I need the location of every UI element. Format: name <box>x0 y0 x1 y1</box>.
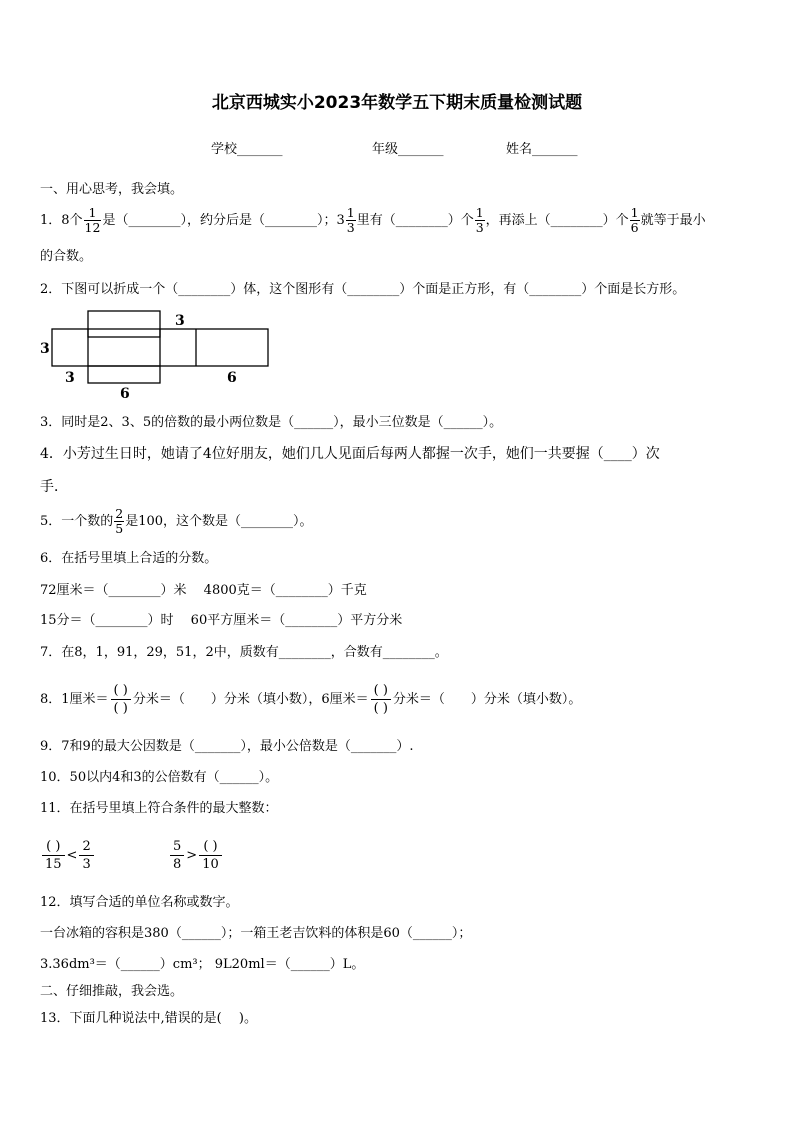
question-6-row-1: 72厘米＝（________）米 4800克＝（________）千克 <box>40 583 367 598</box>
net-label-bottom-left: 3 <box>65 370 75 386</box>
q8-paren-fraction-1: ( ) ( ) <box>111 682 131 717</box>
question-12-row-1: 一台冰箱的容积是380（______）；一箱王老吉饮料的体积是60（______）； <box>40 926 472 941</box>
net-bottom-face <box>88 366 160 383</box>
q11-less-than: < <box>66 848 78 863</box>
q11-greater-than: > <box>186 848 198 863</box>
school-field: 学校_______ <box>211 142 283 157</box>
question-13: 13．下面几种说法中,错误的是( )。 <box>40 1011 257 1026</box>
section-2-heading: 二、仔细推敲，我会选。 <box>40 984 184 999</box>
question-4-line-2: 手． <box>40 479 68 495</box>
q1-text-d: ，再添上（________）个 <box>485 213 629 228</box>
question-3: 3．同时是2、3、5的倍数的最小两位数是（______），最小三位数是（______）。 <box>40 415 503 430</box>
question-12-row-2: 3.36dm³＝（______）cm³； 9L20ml＝（______）L。 <box>40 957 365 972</box>
fraction-1-3-b: $\frac{1}{3}$ <box>475 205 484 235</box>
q11-fraction-blank-10: ( ) 10 <box>199 838 222 873</box>
exam-title: 北京西城实小2023年数学五下期末质量检测试题 <box>211 93 583 113</box>
name-field: 姓名_______ <box>506 142 578 157</box>
fraction-1-12: $\frac{1}{12}$ <box>84 205 101 235</box>
q1-text-c: 里有（________）个 <box>356 213 474 228</box>
question-5 <box>40 503 313 541</box>
question-6-row-2: 15分＝（________）时 60平方厘米＝（________）平方分米 <box>40 613 403 628</box>
grade-field: 年级_______ <box>372 142 444 157</box>
q11-fraction-blank-15: ( ) 15 <box>42 838 65 873</box>
q1-text-b: 是（________），约分后是（________）；3 <box>102 213 345 228</box>
net-top-face <box>88 311 160 337</box>
q8-paren-fraction-2: ( ) ( ) <box>371 682 391 717</box>
fraction-2-5: $\frac{2}{5}$ <box>115 506 124 536</box>
fraction-1-3-a: $\frac{1}{3}$ <box>346 205 355 235</box>
cuboid-net-figure <box>34 308 274 400</box>
q8-text-b: 分米＝（ ）分米（填小数），6厘米＝ <box>132 692 369 707</box>
question-8 <box>40 680 581 720</box>
q8-text-c: 分米＝（ ）分米（填小数）。 <box>392 692 582 707</box>
q1-text-a: 1．8个 <box>40 213 83 228</box>
q5-text-a: 5．一个数的 <box>40 514 114 529</box>
q5-text-b: 是100，这个数是（________）。 <box>125 514 313 529</box>
question-12-heading: 12．填写合适的单位名称或数字。 <box>40 895 239 910</box>
net-label-bottom-mid: 6 <box>120 386 130 400</box>
question-4-line-1: 4．小芳过生日时，她请了4位好朋友，她们几人见面后每两人都握一次手，她们一共要握（____）次 <box>40 446 660 462</box>
question-10: 10．50以内4和3的公倍数有（______）。 <box>40 770 279 785</box>
question-1-line-2: 的合数。 <box>40 249 93 264</box>
net-label-top: 3 <box>175 313 185 329</box>
question-1 <box>40 202 706 240</box>
section-1-heading: 一、用心思考，我会填。 <box>40 182 184 197</box>
question-6-heading: 6．在括号里填上合适的分数。 <box>40 551 218 566</box>
question-11-inequality-2 <box>168 836 224 876</box>
q11-fraction-2-3: $\frac{2}{3}$ <box>79 838 93 873</box>
q8-text-a: 8．1厘米＝ <box>40 692 109 707</box>
net-label-bottom-right: 6 <box>227 370 237 386</box>
question-11-heading: 11．在括号里填上符合条件的最大整数： <box>40 801 278 816</box>
net-label-left: 3 <box>40 341 50 357</box>
question-7: 7．在8，1，91，29，51，2中，质数有________，合数有________。 <box>40 645 448 660</box>
question-11-inequality-1 <box>40 836 96 876</box>
fraction-1-6: $\frac{1}{6}$ <box>630 205 639 235</box>
q11-fraction-5-8: $\frac{5}{8}$ <box>170 838 184 873</box>
question-9: 9．7和9的最大公因数是（_______），最小公倍数是（_______）. <box>40 739 414 754</box>
question-2: 2．下图可以折成一个（________）体，这个图形有（________）个面是正方形，有（________）个面是长方形。 <box>40 282 686 297</box>
q1-text-e: 就等于最小 <box>640 213 706 228</box>
